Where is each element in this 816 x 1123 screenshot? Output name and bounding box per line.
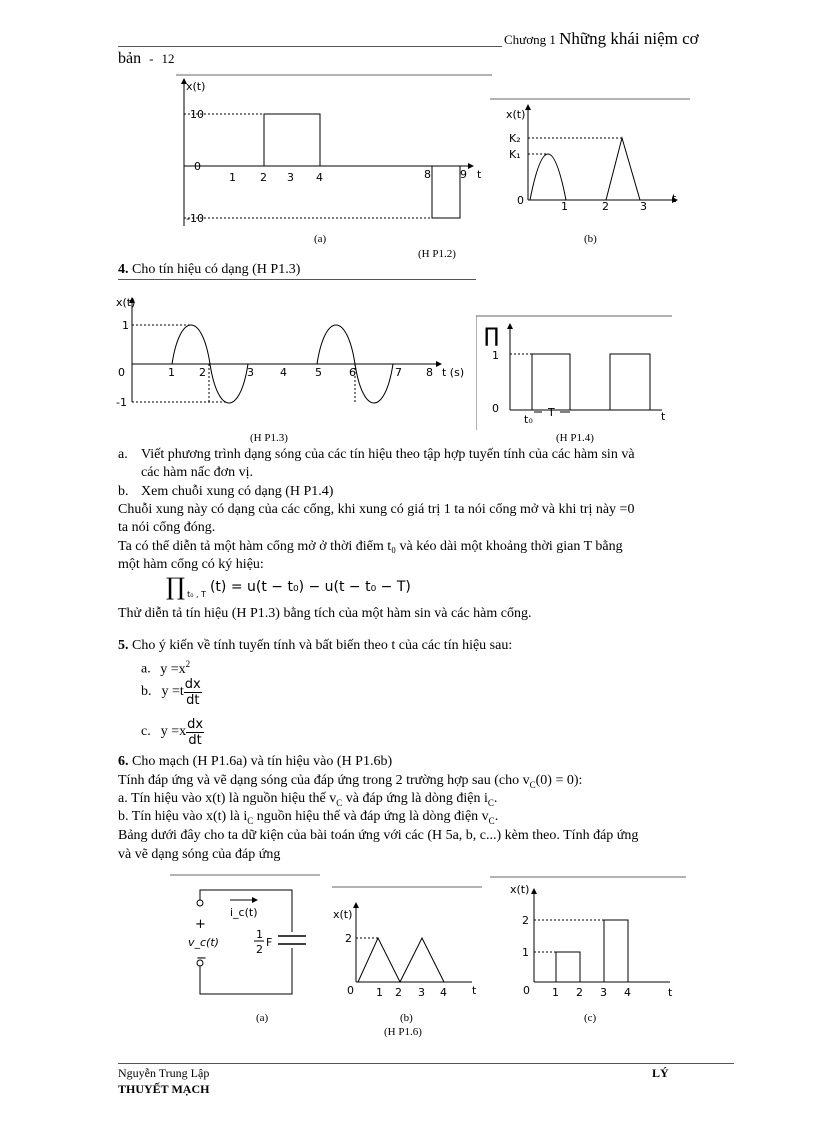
q4-item-a-line1: Viết phương trình dạng sóng của các tín hiệu theo tập hợp tuyến tính của các hàm sin và xyxy=(141,447,635,462)
x-tick-label: 9 xyxy=(460,168,467,181)
y-tick-label: 0 xyxy=(118,366,125,379)
triangle-wave xyxy=(358,938,444,982)
caption-hp12b: (b) xyxy=(584,233,597,245)
q6-line-2: Tính đáp ứng và vẽ dạng sóng của đáp ứng trong 2 trường hợp sau (cho $v_C(0) = 0$): xyxy=(118,773,583,790)
x-tick-label: 3 xyxy=(600,986,607,999)
y-tick-label: 1 xyxy=(492,349,499,362)
current-arrow-head xyxy=(252,897,258,903)
caption-hp14: (H P1.4) xyxy=(556,432,594,444)
x-tick-label: 2 xyxy=(199,366,206,379)
x-tick-label: 2 xyxy=(576,986,583,999)
q4-item-a-line2: các hàm nấc đơn vị. xyxy=(141,465,253,480)
caption-hp13: (H P1.3) xyxy=(250,432,288,444)
x-tick-label: 4 xyxy=(440,986,447,999)
x-tick-label: 3 xyxy=(247,366,254,379)
x-tick-label: 1 xyxy=(168,366,175,379)
x-tick-label: 3 xyxy=(640,200,647,212)
y-axis-label: x(t) xyxy=(510,883,530,896)
question-5-heading: 5. Cho ý kiến về tính tuyến tính và bất biến theo t của các tín hiệu sau: xyxy=(118,638,513,653)
chapter-small: Chương 1 xyxy=(504,32,556,47)
x-tick-label: 3 xyxy=(287,171,294,184)
circuit-wire-bottom xyxy=(200,948,292,994)
caption-hp16: (H P1.6) xyxy=(384,1026,422,1038)
y-tick-label: 2 xyxy=(345,932,352,945)
y-axis-label: x(t) xyxy=(116,296,136,309)
triangle-pulse xyxy=(606,138,640,200)
terminal-top xyxy=(197,900,203,906)
y-tick-label: -1 xyxy=(116,396,127,409)
gate-pulse-2 xyxy=(610,354,650,410)
x-tick-label: 1 xyxy=(229,171,236,184)
q6-line-6: và vẽ dạng sóng của đáp ứng xyxy=(118,847,281,862)
q4-paragraph-1-line1: Chuỗi xung này có dạng của các cổng, khi xung có giá trị 1 ta nói cổng mở và khi trị này =0 xyxy=(118,502,635,517)
section-rule xyxy=(118,279,476,280)
q4-item-b-text: Xem chuỗi xung có dạng (H P1.4) xyxy=(141,484,334,499)
y-axis-arrow xyxy=(531,888,537,894)
y-axis-label: x(t) xyxy=(506,108,526,121)
x-tick-label: 4 xyxy=(624,986,631,999)
figure-hp12b xyxy=(490,98,690,212)
capacitor-unit: F xyxy=(266,936,273,949)
x-tick-label: 2 xyxy=(260,171,267,184)
x-tick-label: 2 xyxy=(395,986,402,999)
y-tick-label: 10 xyxy=(190,108,204,121)
q5-item-a: a. $y =x^2$ xyxy=(141,659,191,677)
x-tick-label: 8 xyxy=(426,366,433,379)
x-axis-label: t (s) xyxy=(442,366,465,379)
chapter-label xyxy=(504,30,699,49)
figure-hp16a-circuit xyxy=(170,874,320,1004)
q6-line-5: Bảng dưới đây cho ta dữ kiện của bài toán ứng với các (H 5a, b, c...) kèm theo. Tính đáp ứng xyxy=(118,828,639,843)
y-tick-label: 0 xyxy=(517,194,524,207)
q4-item-a-marker: a. xyxy=(118,447,128,462)
x-axis-label: t xyxy=(668,986,673,999)
y-axis-arrow xyxy=(353,902,359,908)
derivative-fraction: $\frac{dx}{dt}$ xyxy=(187,716,204,748)
capacitor-numerator: 1 xyxy=(256,928,263,941)
x-tick-label: 1 xyxy=(552,986,559,999)
y-axis-label: x(t) xyxy=(333,908,353,921)
figure-hp14 xyxy=(476,314,672,430)
current-label: i_c(t) xyxy=(230,906,258,919)
page-number: 12 xyxy=(161,51,175,66)
step-pulse-1 xyxy=(556,952,580,982)
x-tick-label: 0 xyxy=(347,984,354,997)
x-axis-arrow xyxy=(468,163,474,169)
period-label: T xyxy=(548,406,555,419)
y-tick-label: 1 xyxy=(522,946,529,959)
question-number: 5. xyxy=(118,638,129,653)
caption-hp16c: (c) xyxy=(584,1012,597,1024)
x-tick-label: 2 xyxy=(602,200,609,212)
x-tick-label: 1 xyxy=(561,200,568,212)
gate-symbol: ∏ xyxy=(484,323,500,347)
caption-hp16a: (a) xyxy=(256,1012,269,1024)
x-axis-label: t xyxy=(477,168,482,181)
y-axis-arrow xyxy=(525,104,531,110)
derivative-fraction: $\frac{dx}{dt}$ xyxy=(184,676,201,708)
x-tick-label: 4 xyxy=(316,171,323,184)
x-tick-label: 7 xyxy=(395,366,402,379)
x-axis-label: t xyxy=(672,192,677,205)
product-symbol: ∏ xyxy=(166,573,186,601)
header-rule xyxy=(118,46,502,47)
y-tick-label: 0 xyxy=(492,402,499,415)
caption-hp12: (H P1.2) xyxy=(418,248,456,260)
question-4-heading: 4. Cho tín hiệu có dạng (H P1.3) xyxy=(118,262,301,277)
x-tick-label: 0 xyxy=(523,984,530,997)
caption-hp16b: (b) xyxy=(400,1012,413,1024)
figure-hp12a xyxy=(176,74,492,230)
q5-item-c: c. y =x $\frac{dx}{dt}$ xyxy=(141,716,204,748)
pulse-positive xyxy=(264,114,320,166)
formula-subscript: t₀ , T xyxy=(187,590,206,599)
y-tick-label: 2 xyxy=(522,914,529,927)
y-tick-label: 1 xyxy=(122,319,129,332)
x-tick-label: 8 xyxy=(424,168,431,181)
caption-hp12a: (a) xyxy=(314,233,327,245)
x-tick-label: 4 xyxy=(280,366,287,379)
capacitor-denominator: 2 xyxy=(256,943,263,956)
gate-pulse-1 xyxy=(532,354,570,410)
question-number: 4. xyxy=(118,262,129,277)
q4-item-b-marker: b. xyxy=(118,484,129,499)
q4-paragraph-3: Thử diễn tả tín hiệu (H P1.3) bằng tích của một hàm sin và các hàm cổng. xyxy=(118,606,532,621)
q5-item-b: b. y =t $\frac{dx}{dt}$ xyxy=(141,676,201,708)
chapter-title: Những khái niệm cơ xyxy=(559,29,699,48)
step-pulse-2 xyxy=(604,920,628,982)
x-tick-label: 6 xyxy=(349,366,356,379)
minus-sign: − xyxy=(196,951,207,966)
t0-label: t₀ xyxy=(524,413,533,426)
question-6-heading: 6. Cho mạch (H P1.6a) và tín hiệu vào (H P1.6b) xyxy=(118,754,393,769)
footer-rule xyxy=(118,1063,734,1064)
y-tick-label: K₁ xyxy=(509,148,521,161)
figure-hp13 xyxy=(114,292,474,430)
y-axis-label: x(t) xyxy=(186,80,206,93)
plus-sign: + xyxy=(195,917,206,932)
q6-case-a: a. Tín hiệu vào x(t) là nguồn hiệu thế $v_C$ và đáp ứng là dòng điện $i_C$. xyxy=(118,791,498,808)
formula-rhs: (t) = u(t − t₀) − u(t − t₀ − T) xyxy=(209,579,411,595)
q4-paragraph-2-line2: một hàm cổng có ký hiệu: xyxy=(118,557,264,572)
x-tick-label: 1 xyxy=(376,986,383,999)
x-axis-label: t xyxy=(472,984,477,997)
pulse-negative xyxy=(432,166,460,218)
q4-paragraph-2-line1: Ta có thể diễn tả một hàm cổng mở ở thời điểm t₀ và kéo dài một khoảng thời gian T bằng xyxy=(118,539,623,554)
x-tick-label: 3 xyxy=(418,986,425,999)
y-tick-label: 0 xyxy=(194,160,201,173)
footer-subject-right: LÝ xyxy=(652,1066,669,1080)
question-number: 6. xyxy=(118,754,129,769)
footer-subject-left: THUYẾT MẠCH xyxy=(118,1082,210,1096)
voltage-label: v_c(t) xyxy=(188,936,219,949)
y-tick-label: K₂ xyxy=(509,132,521,145)
y-axis-arrow xyxy=(507,323,513,329)
gate-formula xyxy=(166,574,411,600)
q4-paragraph-1-line2: ta nói cổng đóng. xyxy=(118,520,216,535)
page-title-continued: bản - 12 xyxy=(118,50,175,67)
q6-case-b: b. Tín hiệu vào x(t) là $i_C$ nguồn hiệu thế và đáp ứng là dòng điện $v_C$. xyxy=(118,809,499,826)
figure-hp16b xyxy=(332,886,482,1002)
arch-curve xyxy=(530,154,566,200)
y-tick-label: -10 xyxy=(186,212,204,225)
x-tick-label: 5 xyxy=(315,366,322,379)
footer-author: Nguyễn Trung Lập xyxy=(118,1066,210,1080)
figure-hp16c xyxy=(490,876,686,1002)
x-axis-label: t xyxy=(661,410,666,423)
